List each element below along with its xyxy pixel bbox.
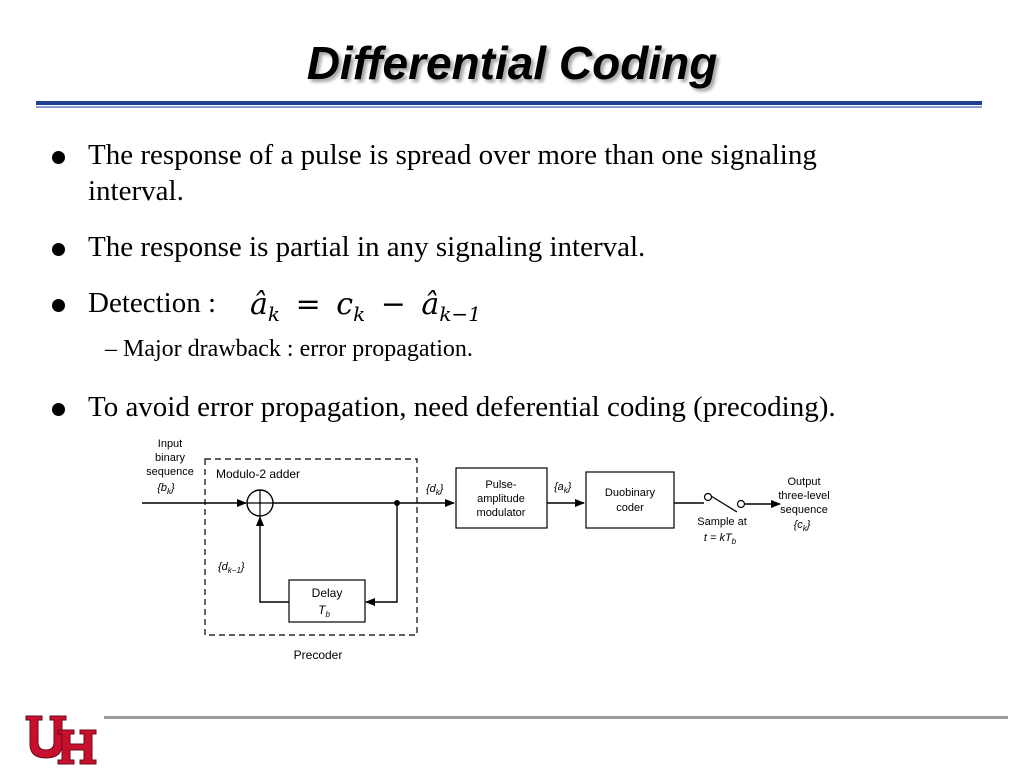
svg-text:t = kTb: $t = kT_b$ [703, 532, 737, 546]
dk1-label: $\{d_{k-1}\}$ [218, 561, 245, 575]
svg-text:{ck}: $\{c_k\}$ [793, 519, 811, 533]
duobinary-block [586, 472, 674, 528]
pam-label-1: Pulse- [485, 479, 517, 491]
formula-equals: = [295, 287, 321, 322]
switch-contact-icon [738, 501, 745, 508]
delay-tb-label: $T_b$ [318, 603, 330, 619]
uh-logo-icon [24, 712, 104, 768]
formula-sub: k [267, 302, 281, 326]
bullet-1-line1: The response of a pulse is spread over more than one signaling [88, 139, 817, 171]
output-label [778, 476, 829, 533]
svg-text:Input: Input [157, 438, 183, 450]
feedback-arrow [366, 503, 397, 602]
footer-divider [104, 716, 1008, 719]
bullet-1-line2: interval. [88, 175, 184, 207]
formula-sub: k−1 [439, 302, 481, 326]
bullet-4-text: To avoid error propagation, need deferential coding (precoding). [88, 391, 836, 423]
sample-label [697, 516, 747, 546]
svg-text:Sample at: Sample at [697, 516, 747, 528]
duobinary-label-1: Duobinary [604, 487, 656, 499]
formula-sub: k [353, 302, 366, 326]
precoder-label: Precoder [293, 648, 343, 662]
svg-text:sequence: sequence [780, 504, 828, 516]
switch-arm-icon [711, 496, 737, 512]
duobinary-label-2: coder [616, 502, 644, 514]
delay-out-arrow [260, 517, 289, 602]
pam-label-2: amplitude [477, 493, 525, 505]
bullet-3-text: Detection : [88, 287, 217, 319]
formula-a-hat: â [250, 287, 268, 322]
sub-bullet: – Major drawback : error propagation. [105, 336, 473, 362]
svg-text:binary: binary [155, 452, 185, 464]
svg-text:{bk}: $\{b_k\}$ [157, 482, 175, 496]
ak-label: $\{a_k\}$ [554, 481, 572, 495]
modulo2-adder-icon [247, 490, 273, 516]
modulo-adder-label: Modulo-2 adder [216, 467, 301, 481]
slide-title: Differential Coding [306, 37, 718, 89]
dk-label: $\{d_k\}$ [426, 483, 444, 497]
formula-minus: − [380, 287, 406, 322]
delay-label: Delay [311, 586, 343, 600]
svg-text:Output: Output [787, 476, 821, 488]
bullet-2-text: The response is partial in any signaling interval. [88, 231, 646, 263]
svg-text:three-level: three-level [778, 490, 830, 502]
pam-label-3: modulator [476, 507, 526, 519]
formula-a-hat-prev: â [421, 287, 440, 322]
svg-text:sequence: sequence [146, 466, 194, 478]
input-label [146, 438, 194, 496]
switch-contact-icon [705, 494, 712, 501]
formula-c: c [336, 287, 354, 322]
